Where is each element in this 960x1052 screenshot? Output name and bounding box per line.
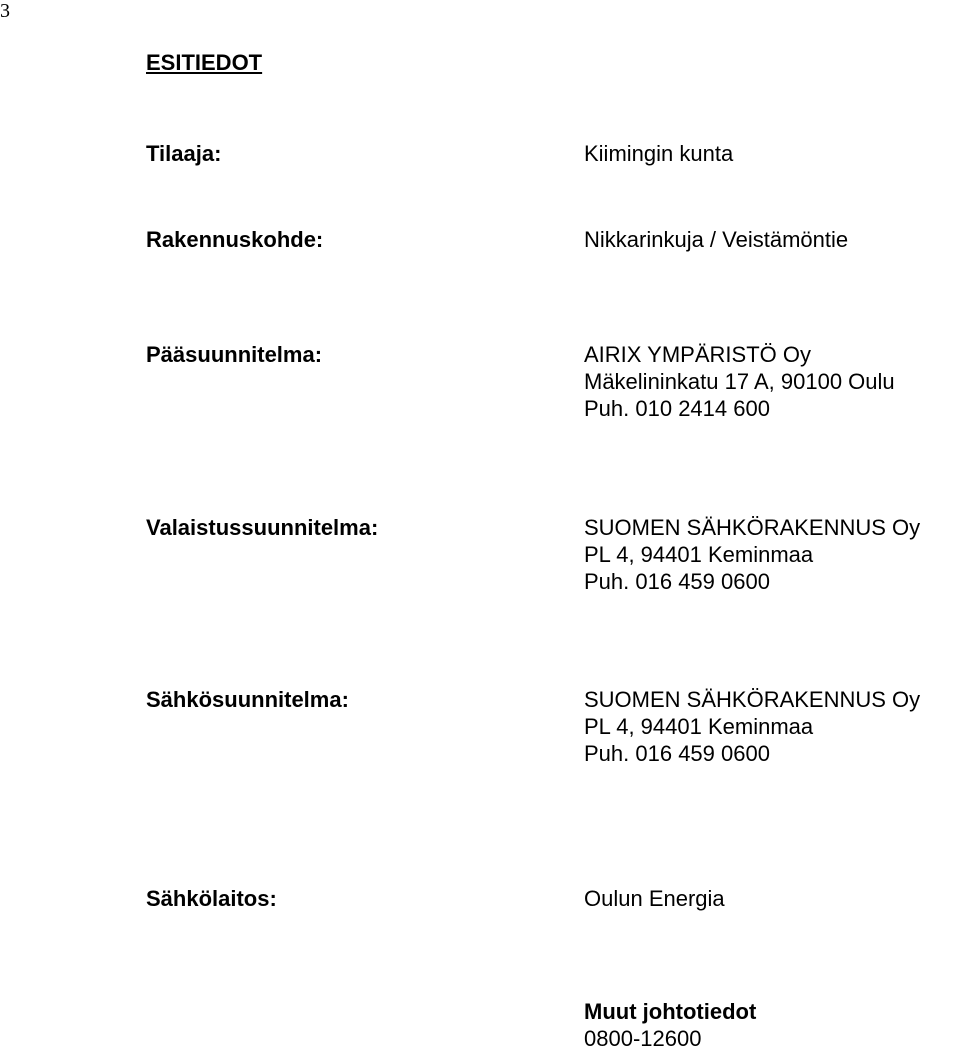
label-sahkosuunnitelma: Sähkösuunnitelma: xyxy=(146,687,349,712)
value-sahkosuunnitelma xyxy=(584,686,920,767)
document-title: ESITIEDOT xyxy=(146,50,263,75)
value-line: Kiimingin kunta xyxy=(584,141,734,166)
label-paasuunnitelma: Pääsuunnitelma: xyxy=(146,342,323,367)
value-line: Oulun Energia xyxy=(584,886,725,911)
other-cable-info-heading: Muut johtotiedot xyxy=(584,999,757,1024)
value-line: SUOMEN SÄHKÖRAKENNUS Oy xyxy=(584,515,921,540)
value-line: Mäkelininkatu 17 A, 90100 Oulu xyxy=(584,369,895,394)
label-rakennuskohde: Rakennuskohde: xyxy=(146,227,324,252)
value-line: PL 4, 94401 Keminmaa xyxy=(584,542,814,567)
other-cable-info xyxy=(584,998,756,1052)
value-rakennuskohde xyxy=(584,226,848,253)
other-cable-info-phone: 0800-12600 xyxy=(584,1026,702,1051)
label-sahkolaitos: Sähkölaitos: xyxy=(146,886,277,911)
value-valaistussuunnitelma xyxy=(584,514,920,595)
value-line: SUOMEN SÄHKÖRAKENNUS Oy xyxy=(584,687,921,712)
value-line: Nikkarinkuja / Veistämöntie xyxy=(584,227,849,252)
value-line: PL 4, 94401 Keminmaa xyxy=(584,714,814,739)
label-tilaaja: Tilaaja: xyxy=(146,141,222,166)
value-line: Puh. 010 2414 600 xyxy=(584,396,770,421)
page-number: 3 xyxy=(0,0,10,22)
value-line: Puh. 016 459 0600 xyxy=(584,741,770,766)
value-line: Puh. 016 459 0600 xyxy=(584,569,770,594)
value-line: AIRIX YMPÄRISTÖ Oy xyxy=(584,342,811,367)
label-valaistussuunnitelma: Valaistussuunnitelma: xyxy=(146,515,379,540)
value-sahkolaitos xyxy=(584,885,725,912)
value-paasuunnitelma xyxy=(584,341,895,422)
value-tilaaja xyxy=(584,140,733,167)
